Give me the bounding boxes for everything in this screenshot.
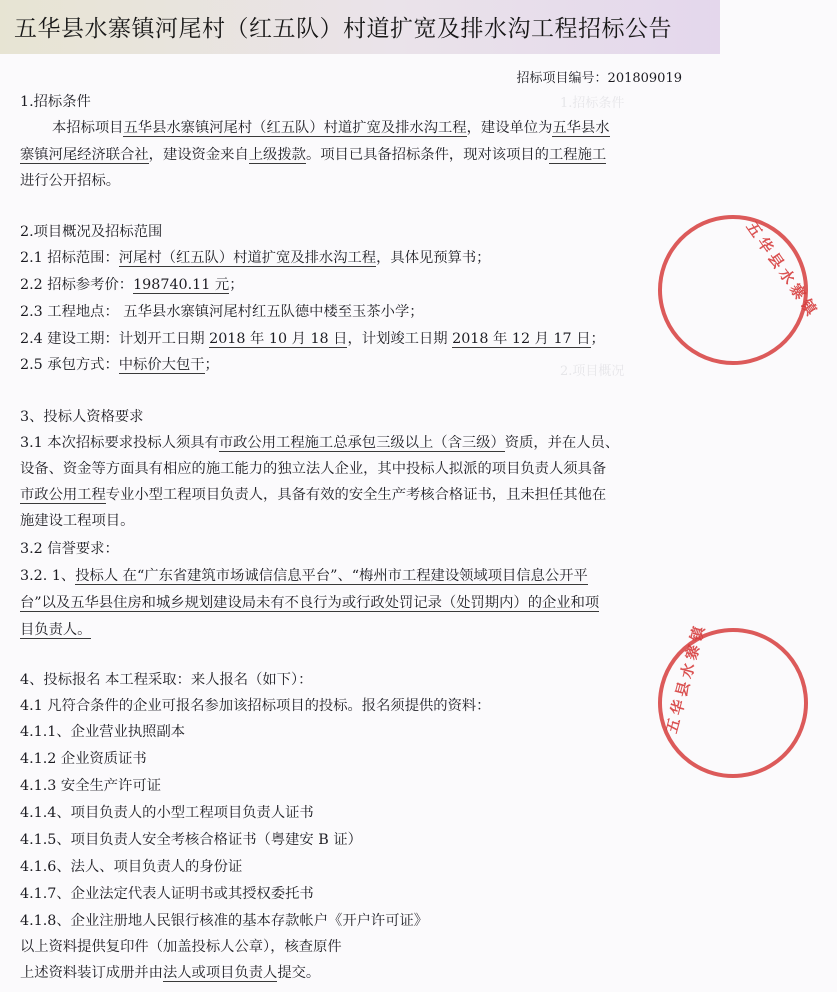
list-item: 4.1.3 安全生产许可证 — [20, 778, 161, 794]
seal-text: 五华县水寨镇 — [662, 620, 710, 736]
paragraph-line: 3.2. 1、投标人 在“广东省建筑市场诚信信息平台”、“梅州市工程建设领域项目信息公开平 — [20, 568, 588, 584]
paragraph-line: 3.1 本次招标要求投标人须具有市政公用工程施工总承包三级以上（含三级）资质，并在人员、 — [20, 435, 620, 451]
seal-text: 五华县水寨镇 — [742, 218, 823, 322]
paragraph-line: 进行公开招标。 — [20, 173, 121, 189]
section-1-heading: 1.招标条件 — [20, 94, 91, 110]
item-line: 2.4 建设工期：计划开工日期 2018 年 10 月 18 日，计划竣工日期 2018 年 12 月 17 日； — [20, 331, 605, 347]
item-line: 2.2 招标参考价：198740.11 元； — [20, 277, 244, 293]
paragraph-line: 本招标项目五华县水寨镇河尾村（红五队）村道扩宽及排水沟工程，建设单位为五华县水 — [52, 120, 610, 136]
list-item: 4.1.1、企业营业执照副本 — [20, 724, 186, 740]
item-line: 2.5 承包方式：中标价大包干； — [20, 357, 219, 373]
bleed-through-text: 2.项目概况 — [560, 364, 625, 379]
item-line: 2.1 招标范围：河尾村（红五队）村道扩宽及排水沟工程，具体见预算书； — [20, 250, 491, 266]
red-seal-stamp — [641, 611, 825, 795]
list-item: 4.1.5、项目负责人安全考核合格证书（粤建安 B 证） — [20, 832, 362, 848]
list-item: 4.1.7、企业法定代表人证明书或其授权委托书 — [20, 886, 314, 902]
paragraph-line: 市政公用工程专业小型工程项目负责人，具备有效的安全生产考核合格证书，且未担任其他在 — [20, 487, 607, 503]
bleed-through-text: 1.招标条件 — [560, 96, 625, 111]
paragraph-line: 设备、资金等方面具有相应的施工能力的独立法人企业，其中投标人拟派的项目负责人须具备 — [20, 461, 607, 477]
paragraph-line: 台”以及五华县住房和城乡规划建设局未有不良行为或行政处罚记录（处罚期内）的企业和项 — [20, 595, 600, 611]
red-seal-stamp — [629, 186, 837, 395]
list-item: 4.1.4、项目负责人的小型工程项目负责人证书 — [20, 805, 314, 821]
list-item: 4.1.8、企业注册地人民银行核准的基本存款帐户《开户许可证》 — [20, 913, 429, 929]
page-title: 五华县水寨镇河尾村（红五队）村道扩宽及排水沟工程招标公告 — [14, 16, 672, 42]
project-number: 招标项目编号：201809019 — [516, 71, 682, 86]
paragraph-line: 以上资料提供复印件（加盖投标人公章），核查原件 — [20, 939, 342, 955]
paragraph-line: 4.1 凡符合条件的企业可报名参加该招标项目的投标。报名须提供的资料： — [20, 698, 491, 714]
section-4-heading: 4、投标报名 本工程采取：来人报名（如下）： — [20, 672, 313, 688]
paragraph-line: 上述资料装订成册并由法人或项目负责人提交。 — [20, 965, 321, 981]
section-3-heading: 3、投标人资格要求 — [20, 409, 144, 425]
paragraph-line: 寨镇河尾经济联合社，建设资金来自上级拨款。项目已具备招标条件，现对该项目的工程施工 — [20, 147, 607, 163]
section-2-heading: 2.项目概况及招标范围 — [20, 224, 163, 240]
list-item: 4.1.6、法人、项目负责人的身份证 — [20, 859, 243, 875]
item-line: 2.3 工程地点： 五华县水寨镇河尾村红五队德中楼至玉茶小学； — [20, 304, 424, 320]
paragraph-line: 施建设工程项目。 — [20, 513, 135, 529]
paragraph-line: 3.2 信誉要求： — [20, 541, 119, 557]
paragraph-line: 目负责人。 — [20, 622, 92, 638]
list-item: 4.1.2 企业资质证书 — [20, 751, 147, 767]
